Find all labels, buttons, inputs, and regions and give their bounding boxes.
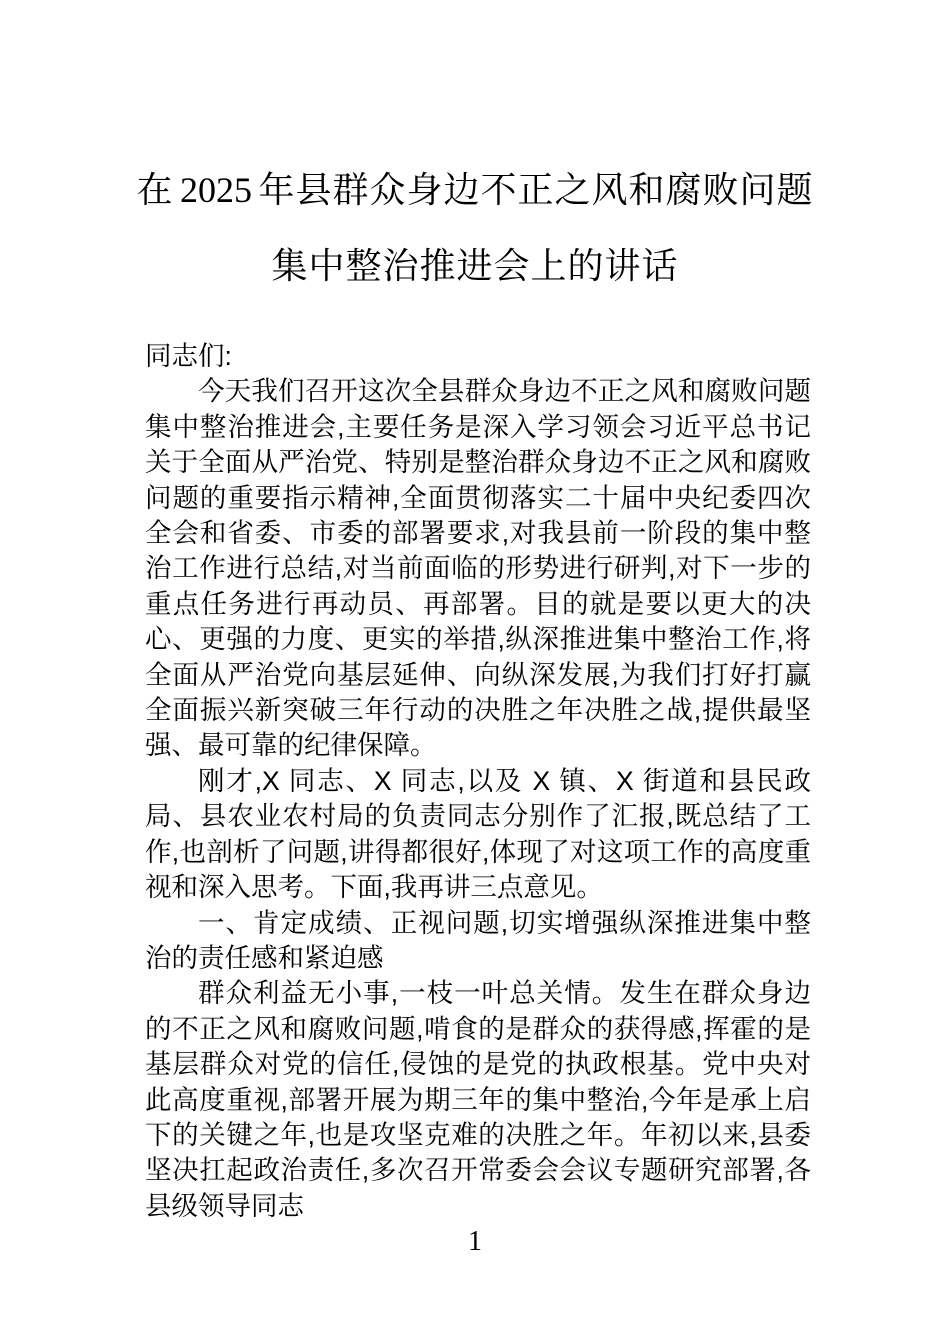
section-heading-one: 一、肯定成绩、正视问题,切实增强纵深推进集中整治的责任感和紧迫感 [145, 907, 811, 973]
salutation: 同志们: [145, 341, 232, 371]
title-line-2: 集中整治推进会上的讲话 [271, 245, 679, 286]
paragraph-masses-interests: 群众利益无小事,一枝一叶总关情。发生在群众身边的不正之风和腐败问题,啃食的是群众的获得感,挥霍的是基层群众对党的信任,侵蚀的是党的执政根基。党中央对此高度重视,部署开展为期三年的集中整治,今年是承上启下的关键之年,也是攻坚克难的决胜之年。年初以来,县委坚决扛起政治责任,多次召开常委会会议专题研究部署,各县级领导同志 [145, 978, 811, 1221]
page-footer [0, 1226, 950, 1258]
document-title [0, 152, 950, 303]
title-year-number: 2025 [180, 170, 252, 210]
title-line-1-suffix: 年县群众身边不正之风和腐败问题 [258, 169, 814, 210]
paragraph-intro: 今天我们召开这次全县群众身边不正之风和腐败问题集中整治推进会,主要任务是深入学习领会习近平总书记关于全面从严治党、特别是整治群众身边不正之风和腐败问题的重要指示精神,全面贯彻落实二十届中央纪委四次全会和省委、市委的部署要求,对我县前一阶段的集中整治工作进行总结,对当前面临的形势进行研判,对下一步的重点任务进行再动员、再部署。目的就是要以更大的决心、更强的力度、更实的举措,纵深推进集中整治工作,将全面从严治党向基层延伸、向纵深发展,为我们打好打赢全面振兴新突破三年行动的决胜之年决胜之战,提供最坚强、最可靠的纪律保障。 [145, 376, 811, 761]
title-line-1-prefix: 在 [136, 169, 174, 210]
document-body [145, 339, 811, 1224]
paragraph-reports: 刚才,X 同志、X 同志,以及 X 镇、X 街道和县民政局、县农业农村局的负责同志分别作了汇报,既总结了工作,也剖析了问题,讲得都很好,体现了对这项工作的高度重视和深入思考。下面,我再讲三点意见。 [145, 765, 811, 903]
title-line-1 [0, 152, 950, 228]
page-number: 1 [468, 1226, 482, 1258]
